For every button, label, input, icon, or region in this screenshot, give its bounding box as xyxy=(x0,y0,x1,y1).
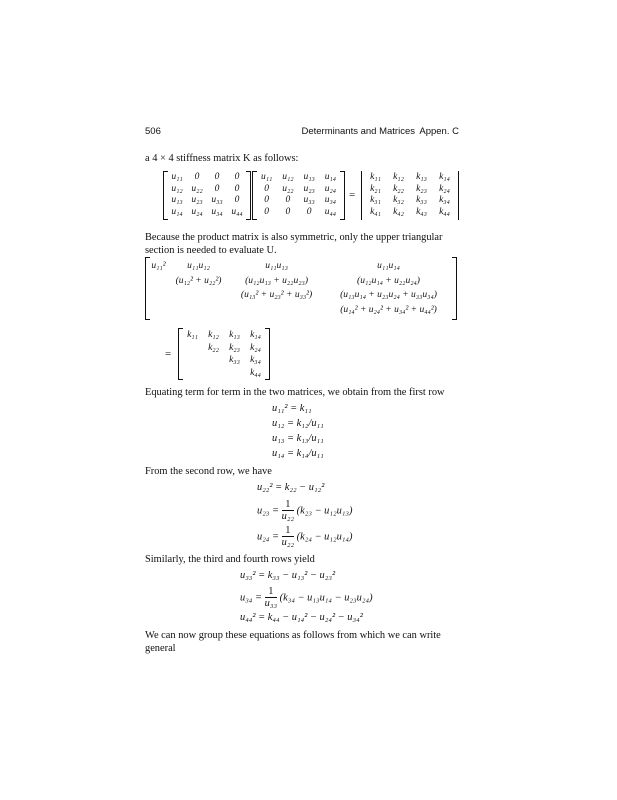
first-row-text: Equating term for term in the two matrices, we obtain from the first row xyxy=(145,387,445,398)
first-row-equation: u₁₁² = k₁₁ xyxy=(272,403,312,414)
u-transpose-row xyxy=(167,184,247,196)
product-row xyxy=(149,259,453,274)
product-cell xyxy=(168,288,229,303)
third-fourth-text: Similarly, the third and fourth rows yield xyxy=(145,554,315,565)
product-cell: u₁₁u₁₂ xyxy=(187,261,210,271)
u-cell: u₁₁ xyxy=(260,172,273,182)
symmetric-text: Because the product matrix is also symmetric, only the upper triangular section is needed to evaluate U. xyxy=(145,232,443,256)
k-upper-cell: k₁₁ xyxy=(187,330,198,340)
u-cell: 0 xyxy=(306,206,312,217)
u-cell: u₂₄ xyxy=(324,183,337,194)
u-row xyxy=(256,184,341,196)
product-cell xyxy=(168,303,229,318)
equals-sign: = xyxy=(349,189,356,201)
u-row xyxy=(256,172,341,184)
u-cell: u₁₃ xyxy=(303,172,315,182)
equation-u22: u₂₂² = k₂₂ − u₁₂² xyxy=(257,482,325,493)
product-cell xyxy=(149,303,168,318)
k-upper-cell: k₁₂ xyxy=(208,330,219,340)
k-cell: k₃₄ xyxy=(439,195,450,205)
u-transpose-cell: 0 xyxy=(214,172,220,182)
appendix-label: Appen. C xyxy=(419,126,459,137)
u-transpose-cell: u₁₂ xyxy=(171,183,183,194)
u-transpose-cell: u₂₃ xyxy=(191,195,203,205)
product-cell: (u₁₂u₁₃ + u₂₂u₂₃) xyxy=(245,275,309,286)
k-cell: k₄₃ xyxy=(416,206,427,217)
running-title: Determinants and Matrices xyxy=(301,126,415,137)
u-row xyxy=(256,195,341,207)
k-upper-cell: k₃₃ xyxy=(229,355,240,365)
k-upper-cell xyxy=(182,354,203,367)
u-transpose-cell: u₁₄ xyxy=(171,206,183,217)
equation-u33: u₃₃² = k₃₃ − u₁₃² − u₂₃² xyxy=(240,570,336,581)
k-cell: k₃₃ xyxy=(416,195,427,205)
intro-text: a 4 × 4 stiffness matrix K as follows: xyxy=(145,153,299,164)
product-cell: u₁₁u₁₃ xyxy=(265,261,288,271)
k-cell: k₃₁ xyxy=(370,195,381,205)
k-cell: k₁₂ xyxy=(393,172,404,182)
u-cell: u₂₃ xyxy=(303,183,315,194)
k-upper-cell: k₂₃ xyxy=(229,342,240,353)
k-cell: k₂₁ xyxy=(370,183,381,194)
u-transpose-cell: 0 xyxy=(234,183,240,194)
product-cell: (u₁₂² + u₂₂²) xyxy=(175,275,222,286)
first-row-equation: u₁₄ = k₁₄/u₁₁ xyxy=(272,448,324,459)
k-upper-cell: k₂₂ xyxy=(208,342,219,353)
k-cell: k₄₂ xyxy=(393,206,404,217)
product-cell: u₁₁u₁₄ xyxy=(377,261,400,271)
u-transpose-cell: 0 xyxy=(234,172,240,182)
matrix-k-upper xyxy=(178,328,270,380)
k-row xyxy=(364,184,456,196)
matrix-u-transpose xyxy=(163,171,251,220)
u-transpose-row xyxy=(167,172,247,184)
running-header xyxy=(145,126,459,140)
k-upper-cell: k₁₃ xyxy=(229,330,240,340)
k-cell: k₁₁ xyxy=(370,172,381,182)
k-cell: k₁₄ xyxy=(439,172,450,182)
u-cell: u₁₂ xyxy=(282,172,294,182)
group-text: We can now group these equations as follows from which we can write general xyxy=(145,630,441,654)
first-row-equation: u₁₃ = k₁₃/u₁₁ xyxy=(272,433,324,444)
equation-u23: u₂₃ = $\frac{1}{\text{u₂₂}}$ (k₂₃ − u₁₂u₁₃) xyxy=(257,499,353,522)
u-cell: u₁₄ xyxy=(324,172,337,182)
u-transpose-cell: u₃₄ xyxy=(211,206,223,217)
product-row xyxy=(149,274,453,289)
k-upper-row xyxy=(182,329,266,342)
u-row xyxy=(256,207,341,219)
product-cell: (u₁₃² + u₂₃² + u₃₃²) xyxy=(240,290,313,300)
matrix-u xyxy=(252,171,345,220)
k-upper-cell xyxy=(182,367,203,380)
k-row xyxy=(364,207,456,219)
u-transpose-cell: u₂₄ xyxy=(191,206,203,217)
u-cell: 0 xyxy=(264,183,269,194)
k-row xyxy=(364,195,456,207)
k-upper-cell: k₂₄ xyxy=(250,342,261,353)
product-cell xyxy=(149,274,168,289)
k-cell: k₄₄ xyxy=(439,206,450,217)
product-cell: (u₁₃u₁₄ + u₂₃u₂₄ + u₃₃u₃₄) xyxy=(340,290,437,300)
u-cell: u₄₄ xyxy=(324,206,337,217)
product-cell: u₁₁² xyxy=(151,261,166,271)
product-cell: (u₁₂u₁₄ + u₂₂u₂₄) xyxy=(357,275,420,286)
product-row xyxy=(149,288,453,303)
k-upper-cell: k₁₄ xyxy=(250,330,261,340)
k-upper-cell: k₃₄ xyxy=(250,355,261,365)
u-cell: 0 xyxy=(264,195,269,205)
u-cell: u₃₄ xyxy=(324,195,337,205)
u-transpose-cell: u₄₄ xyxy=(231,206,243,217)
k-upper-row xyxy=(182,367,266,380)
k-upper-cell xyxy=(182,342,203,355)
u-transpose-row xyxy=(167,195,247,207)
u-transpose-cell: 0 xyxy=(194,172,200,182)
product-cell xyxy=(229,303,324,318)
u-cell: 0 xyxy=(264,206,269,217)
page-number: 506 xyxy=(145,126,161,137)
first-row-equation: u₁₂ = k₁₂/u₁₁ xyxy=(272,418,324,429)
product-row xyxy=(149,303,453,318)
u-cell: u₂₂ xyxy=(282,183,294,194)
product-cell: (u₁₄² + u₂₄² + u₃₄² + u₄₄²) xyxy=(340,304,437,315)
product-matrix xyxy=(145,257,457,320)
k-upper-row xyxy=(182,342,266,355)
u-transpose-row xyxy=(167,207,247,219)
product-cell xyxy=(149,288,168,303)
equation-u24: u₂₄ = $\frac{1}{\text{u₂₂}}$ (k₂₄ − u₁₂u₁₄) xyxy=(257,525,353,548)
u-cell: 0 xyxy=(285,206,291,217)
equation-u44: u₄₄² = k₄₄ − u₁₄² − u₂₄² − u₃₄² xyxy=(240,612,363,623)
u-cell: 0 xyxy=(285,195,291,205)
k-upper-cell: k₄₄ xyxy=(250,367,261,378)
equals-sign-2: = xyxy=(165,348,172,360)
k-cell: k₂₂ xyxy=(393,183,404,194)
u-transpose-cell: u₃₃ xyxy=(211,195,223,205)
k-cell: k₂₃ xyxy=(416,183,427,194)
k-cell: k₄₁ xyxy=(370,206,381,217)
equation-u34: u₃₄ = $\frac{1}{\text{u₃₃}}$ (k₃₄ − u₁₃u₁₄ − u₂₃u₂₄) xyxy=(240,586,373,609)
k-cell: k₃₂ xyxy=(393,195,404,205)
k-cell: k₁₃ xyxy=(416,172,427,182)
k-upper-cell xyxy=(203,354,224,367)
u-transpose-cell: 0 xyxy=(214,183,220,194)
u-cell: u₃₃ xyxy=(303,195,315,205)
u-transpose-cell: u₂₂ xyxy=(191,183,203,194)
k-upper-row xyxy=(182,354,266,367)
u-transpose-cell: 0 xyxy=(234,195,240,205)
u-transpose-cell: u₁₁ xyxy=(171,172,183,182)
k-upper-cell xyxy=(224,367,245,380)
k-upper-cell xyxy=(203,367,224,380)
u-transpose-cell: u₁₃ xyxy=(171,195,183,205)
k-cell: k₂₄ xyxy=(439,183,450,194)
k-row xyxy=(364,172,456,184)
second-row-text: From the second row, we have xyxy=(145,466,272,477)
matrix-k xyxy=(361,171,459,220)
